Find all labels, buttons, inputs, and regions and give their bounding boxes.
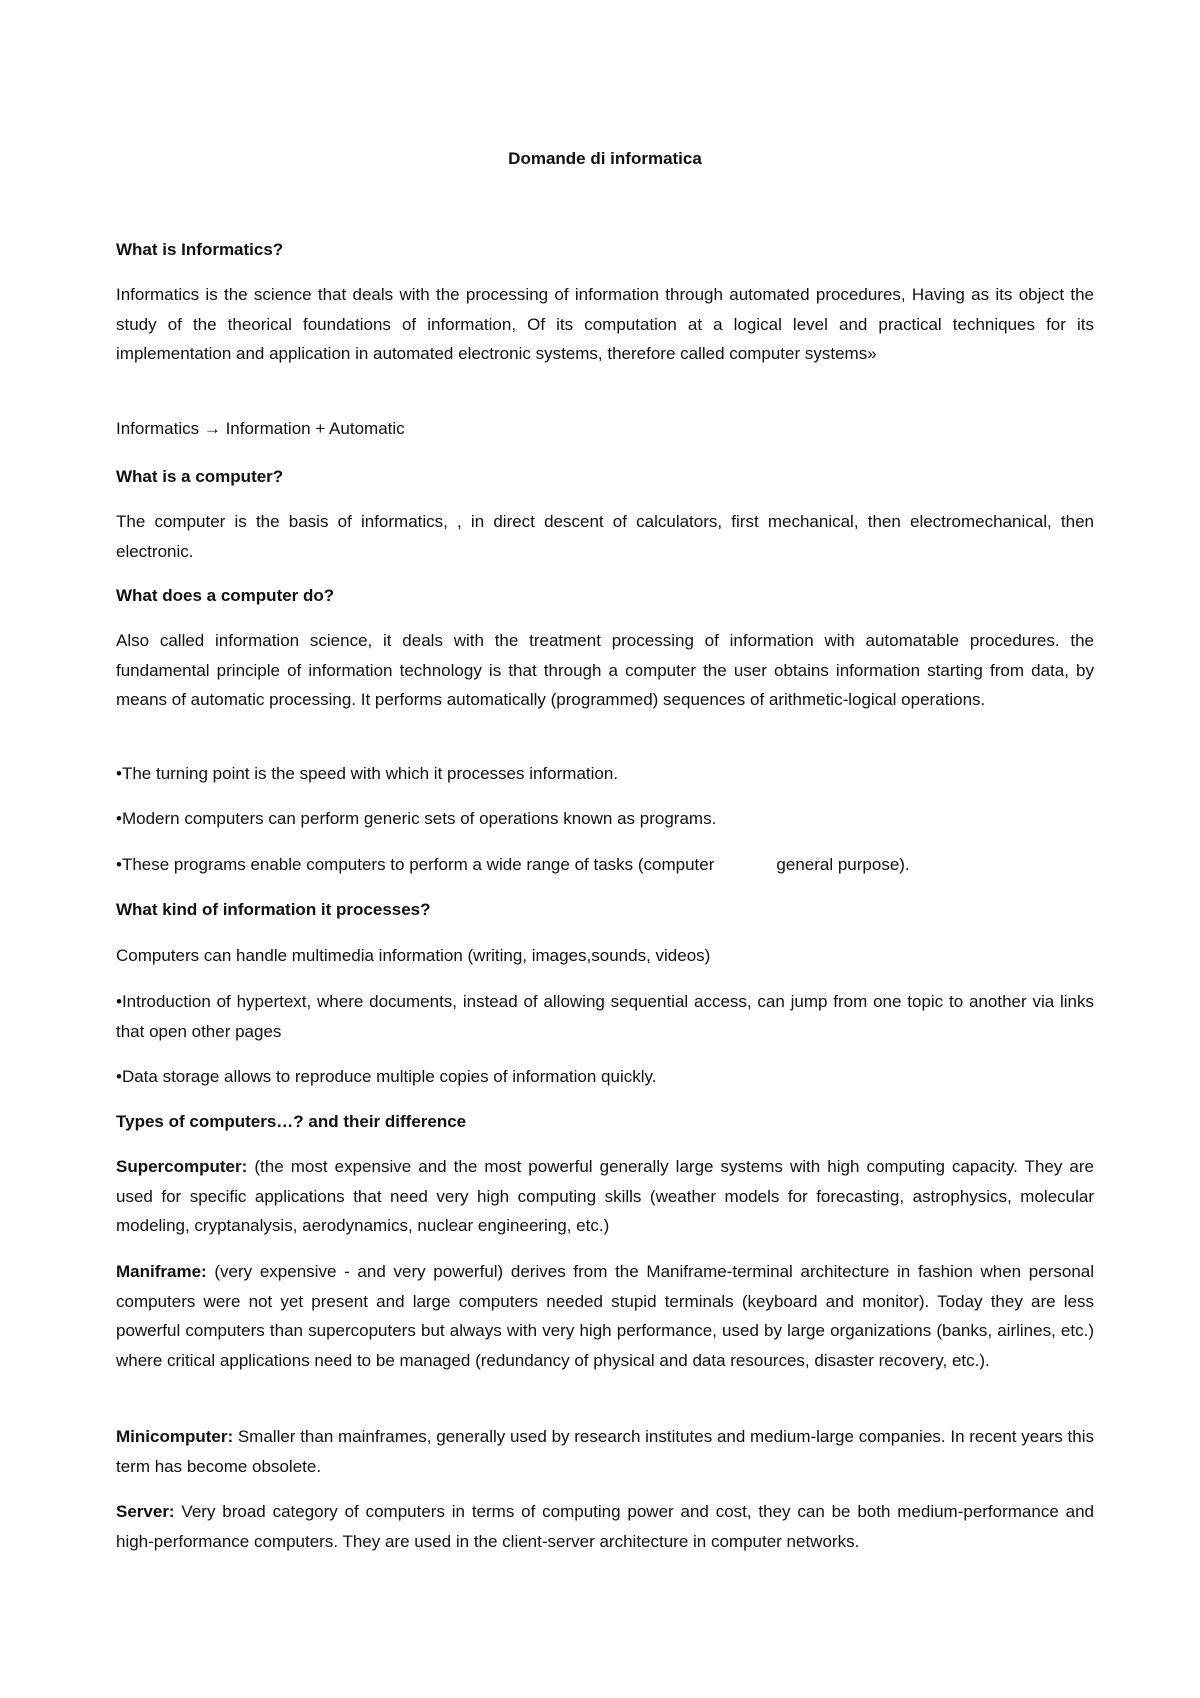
server-description: Very broad category of computers in terms of computing power and cost, they can be both medium-performance and high-performance computers. They are used in the client-server architecture in computer networks.	[116, 1502, 1094, 1551]
paragraph-supercomputer	[116, 1152, 1094, 1241]
bullet-modern-computers: •Modern computers can perform generic sets of operations known as programs.	[116, 809, 717, 828]
heading-what-does-a-computer-do: What does a computer do?	[116, 586, 335, 605]
bullet-hypertext: •Introduction of hypertext, where documents, instead of allowing sequential access, can jump from one topic to another via links that open other pages	[116, 992, 1094, 1041]
bullet-programs-tasks-part2: general purpose).	[776, 855, 910, 874]
bullet-programs-tasks	[116, 853, 910, 877]
paragraph-computer-definition: The computer is the basis of informatics, , in direct descent of calculators, first mechanical, then electromechanical, then electronic.	[116, 512, 1094, 561]
term-supercomputer: Supercomputer:	[116, 1157, 248, 1176]
term-minicomputer: Minicomputer:	[116, 1427, 234, 1446]
term-maniframe: Maniframe:	[116, 1262, 207, 1281]
document-title: Domande di informatica	[508, 149, 702, 168]
bullet-turning-point: •The turning point is the speed with which it processes information.	[116, 764, 619, 783]
term-server: Server:	[116, 1502, 175, 1521]
paragraph-maniframe	[116, 1257, 1094, 1375]
minicomputer-description: Smaller than mainframes, generally used by research institutes and medium-large companies. In recent years this term has become obsolete.	[116, 1427, 1094, 1476]
supercomputer-description: (the most expensive and the most powerful generally large systems with high computing capacity. They are used for specific applications that need very high computing skills (weather models for forecasting, astrophysics, molecular modeling, cryptanalysis, aerodynamics, nuclear engineering, etc.)	[116, 1157, 1094, 1236]
paragraph-informatics-definition: Informatics is the science that deals with the processing of information through automated procedures, Having as its object the study of the theorical foundations of information, Of its computation at a logical level and practical techniques for its implementation and application in automated electronic systems, therefore called computer systems»	[116, 285, 1094, 364]
informatics-formula: Informatics → Information + Automatic	[116, 419, 405, 438]
heading-what-is-a-computer: What is a computer?	[116, 467, 284, 486]
paragraph-server	[116, 1497, 1094, 1556]
heading-kind-of-information: What kind of information it processes?	[116, 900, 431, 919]
bullet-data-storage: •Data storage allows to reproduce multiple copies of information quickly.	[116, 1067, 657, 1086]
bullet-programs-tasks-part1: •These programs enable computers to perform a wide range of tasks (computer	[116, 855, 715, 874]
maniframe-description: (very expensive - and very powerful) derives from the Maniframe-terminal architecture in fashion when personal computers were not yet present and large computers needed stupid terminals (keyboard and monitor). Today they are less powerful computers than supercoputers but always with very high performance, used by large organizations (banks, airlines, etc.) where critical applications need to be managed (redundancy of physical and data resources, disaster recovery, etc.).	[116, 1262, 1094, 1370]
heading-what-is-informatics: What is Informatics?	[116, 240, 284, 259]
heading-types-of-computers: Types of computers…? and their difference	[116, 1112, 467, 1131]
paragraph-computer-function: Also called information science, it deals with the treatment processing of information with automatable procedures. the fundamental principle of information technology is that through a computer the user obtains information starting from data, by means of automatic processing. It performs automatically (programmed) sequences of arithmetic-logical operations.	[116, 631, 1094, 710]
multimedia-information-line: Computers can handle multimedia information (writing, images,sounds, videos)	[116, 946, 711, 965]
paragraph-minicomputer	[116, 1422, 1094, 1481]
